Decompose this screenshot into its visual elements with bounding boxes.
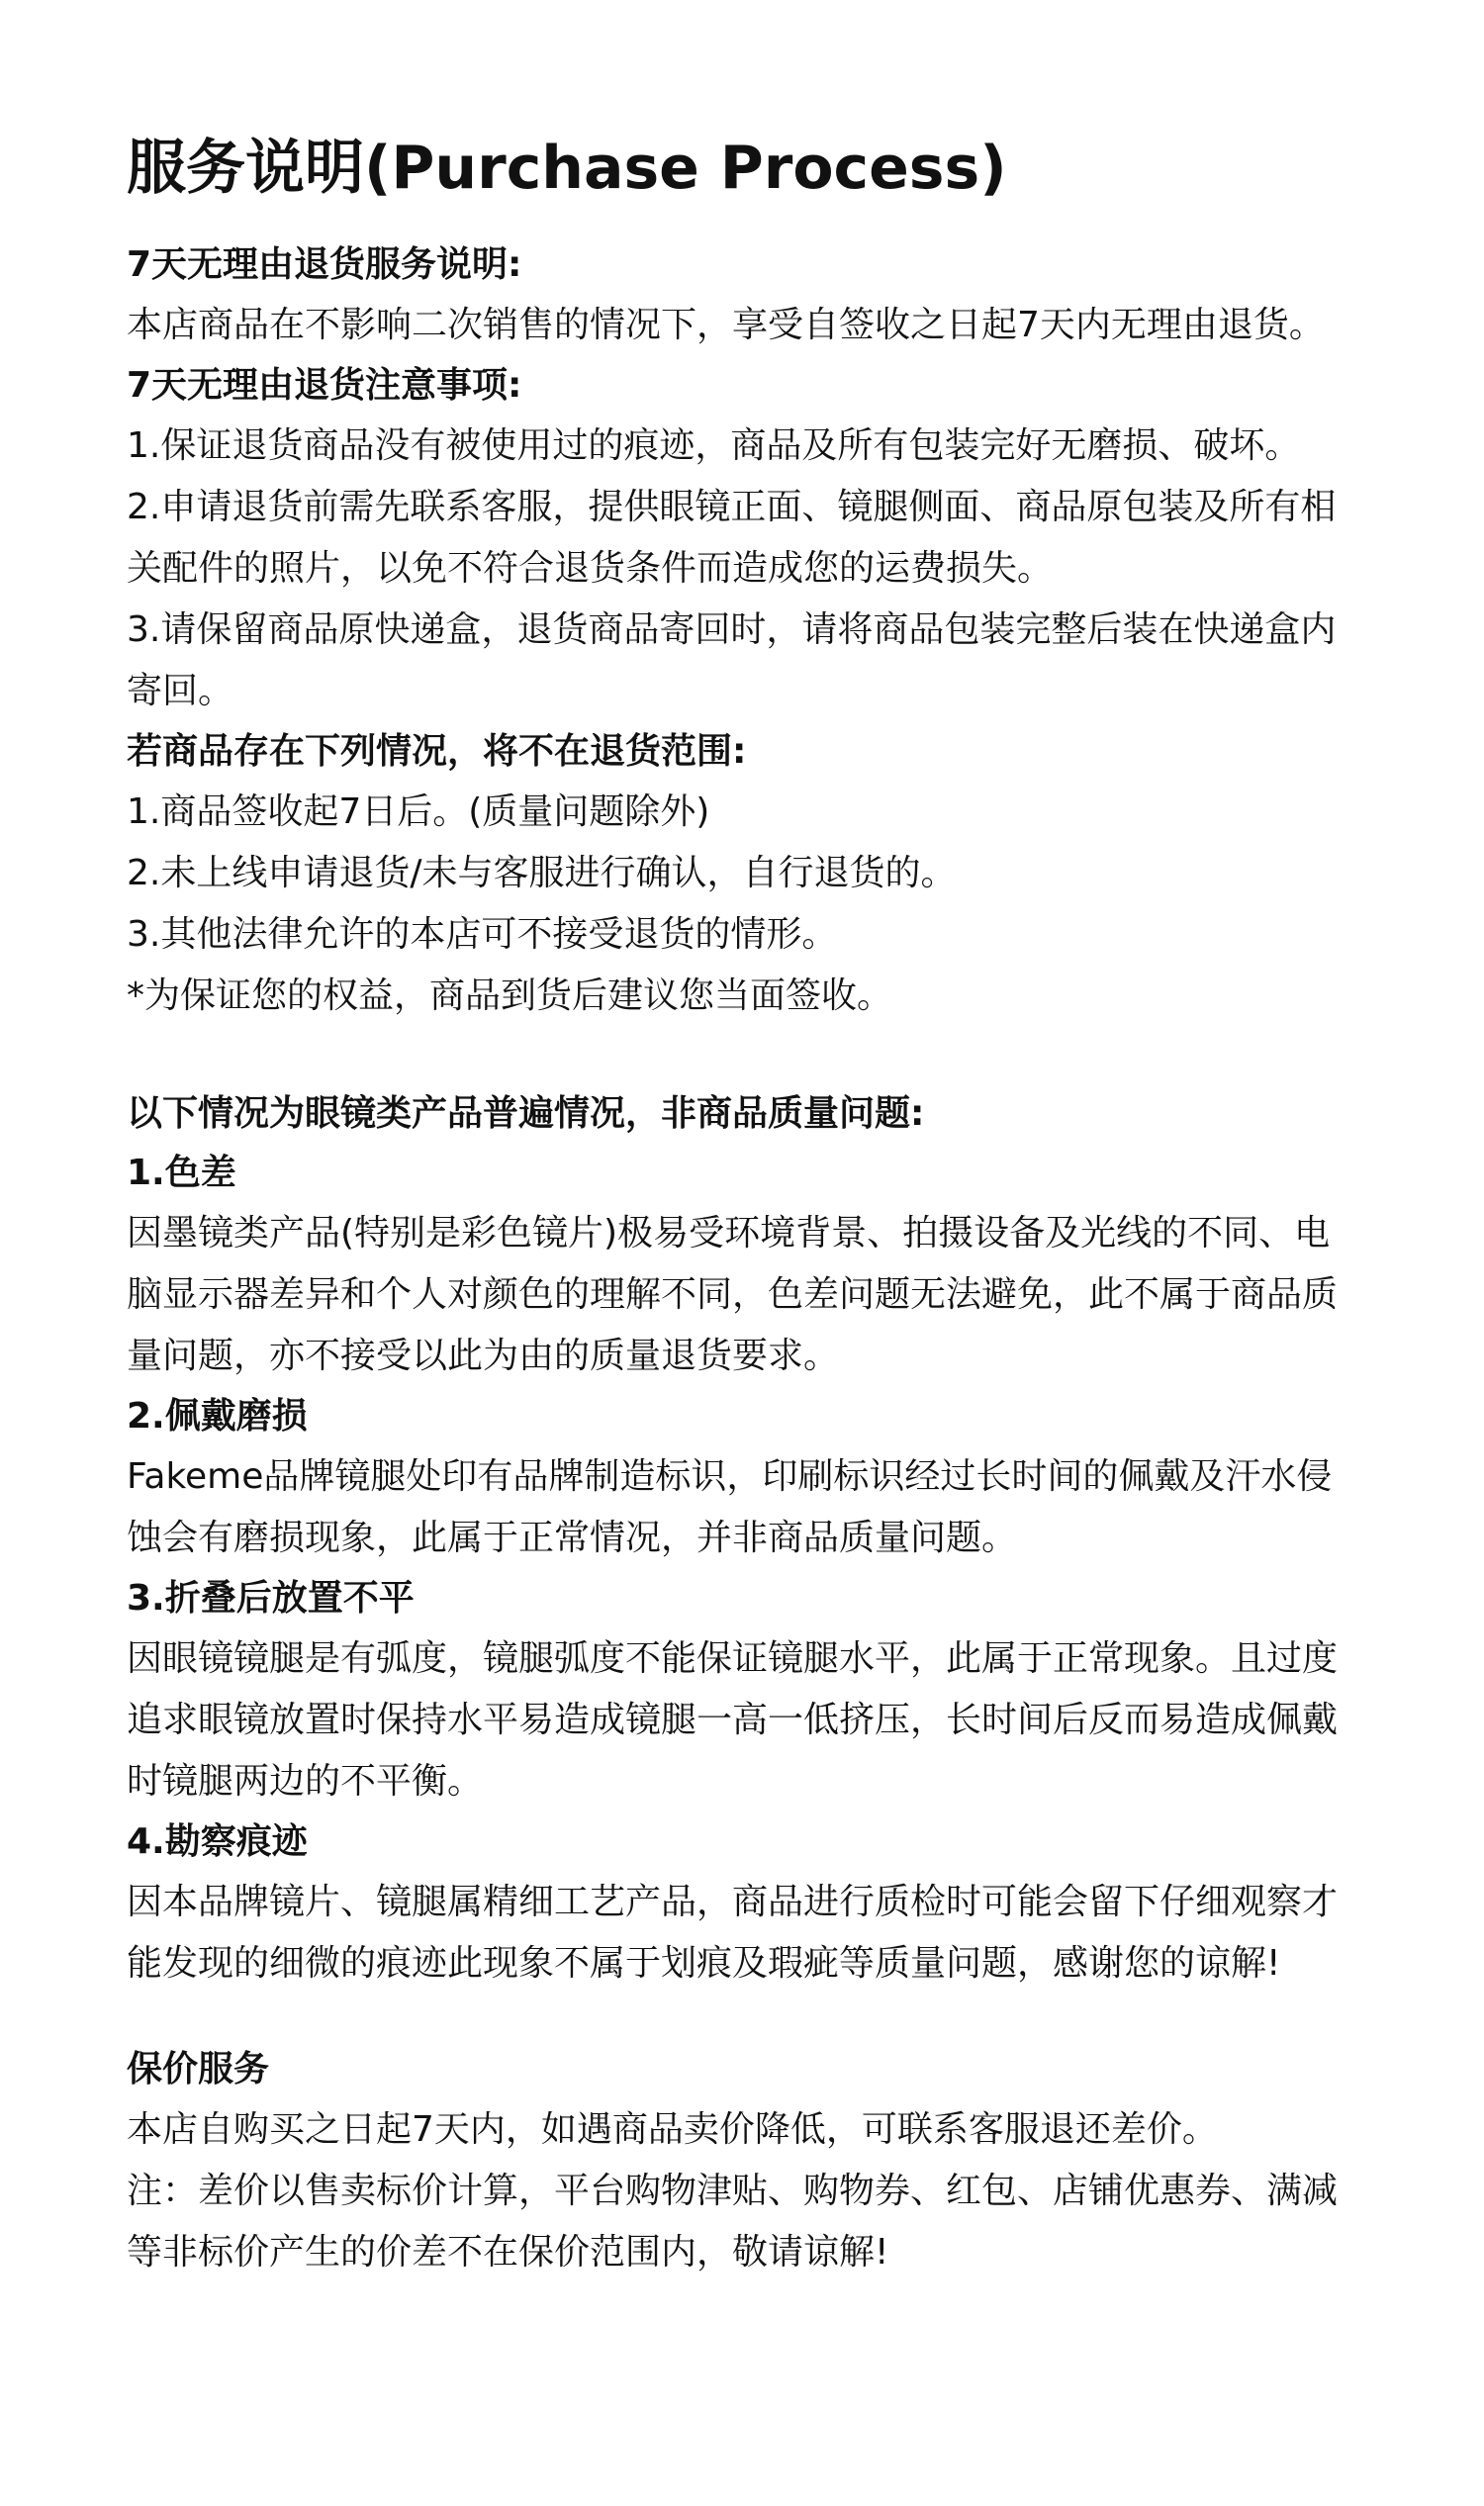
signing-note: *为保证您的权益，商品到货后建议您当面签收。 bbox=[127, 975, 893, 1016]
section-spacer bbox=[127, 1027, 1363, 1084]
return-note-item: 3.请保留商品原快递盒，退货商品寄回时，请将商品包装完整后装在快递盒内寄回。 bbox=[127, 609, 1337, 711]
price-protection-text: 本店自购买之日起7天内，如遇商品卖价降低，可联系客服退还差价。 bbox=[127, 2109, 1218, 2150]
return-note-item: 2.申请退货前需先联系客服，提供眼镜正面、镜腿侧面、商品原包装及所有相关配件的照片，以免不符合退货条件而造成您的运费损失。 bbox=[127, 487, 1337, 589]
exclusion-item: 3.其他法律允许的本店可不接受退货的情形。 bbox=[127, 914, 838, 955]
return-policy-heading: 7天无理由退货服务说明: bbox=[127, 244, 522, 285]
return-note-item: 1.保证退货商品没有被使用过的痕迹，商品及所有包装完好无磨损、破坏。 bbox=[127, 425, 1301, 466]
quality-heading: 以下情况为眼镜类产品普遍情况，非商品质量问题: bbox=[127, 1093, 925, 1134]
service-description-document bbox=[127, 129, 1363, 2283]
exclusion-item: 2.未上线申请退货/未与客服进行确认，自行退货的。 bbox=[127, 853, 957, 893]
return-policy-text: 本店商品在不影响二次销售的情况下，享受自签收之日起7天内无理由退货。 bbox=[127, 305, 1325, 345]
color-difference-heading: 1.色差 bbox=[127, 1153, 236, 1193]
price-protection-heading: 保价服务 bbox=[127, 2049, 270, 2089]
exclusion-item: 1.商品签收起7日后。(质量问题除外) bbox=[127, 791, 710, 832]
uneven-folding-text: 因眼镜镜腿是有弧度，镜腿弧度不能保证镜腿水平，此属于正常现象。且过度追求眼镜放置时保持水平易造成镜腿一高一低挤压，长时间后反而易造成佩戴时镜腿两边的不平衡。 bbox=[127, 1638, 1339, 1802]
inspection-marks-heading: 4.勘察痕迹 bbox=[127, 1821, 308, 1862]
page-title: 服务说明(Purchase Process) bbox=[127, 134, 1007, 203]
wear-abrasion-text: Fakeme品牌镜腿处印有品牌制造标识，印刷标识经过长时间的佩戴及汗水侵蚀会有磨损现象，此属于正常情况，并非商品质量问题。 bbox=[127, 1456, 1333, 1558]
wear-abrasion-heading: 2.佩戴磨损 bbox=[127, 1396, 308, 1437]
return-notes-heading: 7天无理由退货注意事项: bbox=[127, 365, 522, 406]
uneven-folding-heading: 3.折叠后放置不平 bbox=[127, 1578, 415, 1619]
color-difference-text: 因墨镜类产品(特别是彩色镜片)极易受环境背景、拍摄设备及光线的不同、电脑显示器差异和个人对颜色的理解不同，色差问题无法避免，此不属于商品质量问题，亦不接受以此为由的质量退货要求。 bbox=[127, 1213, 1339, 1376]
exclusions-heading: 若商品存在下列情况，将不在退货范围: bbox=[127, 731, 747, 772]
inspection-marks-text: 因本品牌镜片、镜腿属精细工艺产品，商品进行质检时可能会留下仔细观察才能发现的细微的痕迹此现象不属于划痕及瑕疵等质量问题，感谢您的谅解! bbox=[127, 1882, 1339, 1984]
section-spacer bbox=[127, 1995, 1363, 2040]
price-protection-note: 注：差价以售卖标价计算，平台购物津贴、购物券、红包、店铺优惠券、满减等非标价产生的价差不在保价范围内，敬请谅解! bbox=[127, 2171, 1339, 2273]
